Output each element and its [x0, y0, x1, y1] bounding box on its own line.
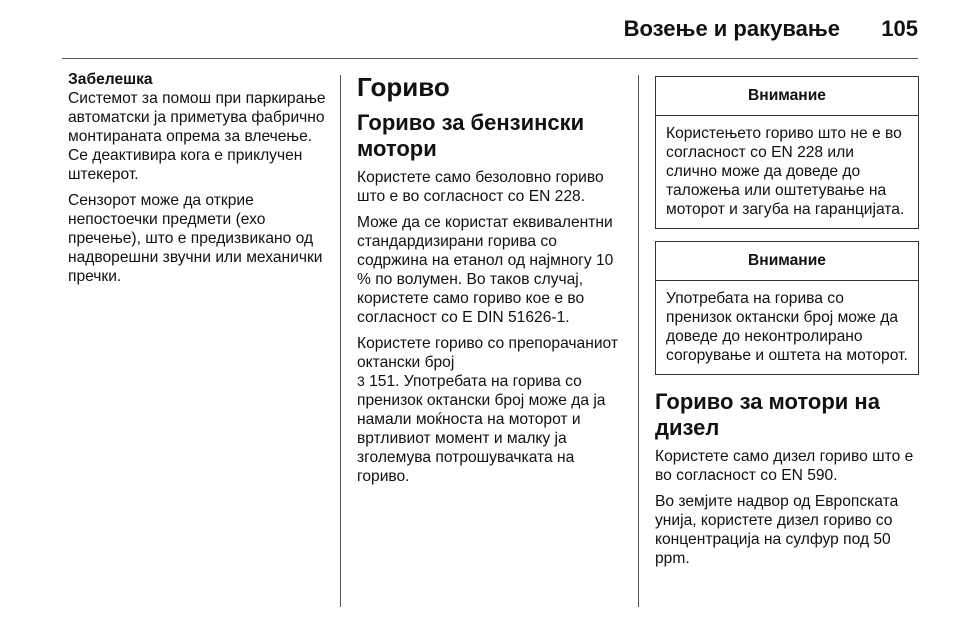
octane-text: Користете гориво со препорачаниот октански број	[357, 335, 619, 371]
note-text: Системот за помош при паркирање автоматски ја приметува фабрично монтираната опрема за влечење. Се деактивира кога е приклучен штекерот.	[68, 90, 326, 183]
warning-title: Внимание	[656, 242, 918, 281]
warning-box	[655, 76, 919, 229]
column-3	[655, 76, 919, 575]
column-divider	[340, 75, 341, 607]
section-title: Возење и ракување	[623, 16, 840, 41]
warning-box	[655, 241, 919, 375]
warning-text: Употребата на горива со пренизок октански број може да доведе до неконтролирано согорување и оштета на моторот.	[666, 290, 908, 364]
octane-text-continued: 151. Употребата на горива со пренизок октански број може да ја намали моќноста на моторот и вртливиот момент и малку ја зголемува потрошувачката на гориво.	[357, 373, 606, 485]
petrol-heading: Гориво за бензински мотори	[357, 110, 585, 161]
petrol-paragraph-1: Користете само безоловно гориво што е во согласност со EN 228.	[357, 169, 604, 205]
sensor-paragraph: Сензорот може да открие непостоечки предмети (ехо пречење), што е предизвикано од надворешни звучни или механички пречки.	[68, 192, 323, 285]
warning-title: Внимание	[656, 77, 918, 116]
diesel-paragraph-1: Користете само дизел гориво што е во согласност со EN 590.	[655, 448, 914, 484]
warning-text: Користењето гориво што не е во согласност со EN 228 или слично може да доведе до таложења или оштетување на моторот и загуба на гаранцијата.	[666, 125, 905, 218]
column-1	[68, 70, 330, 293]
header-rule	[62, 58, 918, 59]
column-divider	[638, 75, 639, 607]
column-2	[357, 72, 625, 493]
petrol-paragraph-2: Може да се користат еквивалентни стандардизирани горива со содржина на етанол од најмногу 10 % по волумен. Во таков случај, користете само гориво кое е во согласност со E DIN 51626-1.	[357, 214, 614, 326]
page-number: 105	[881, 16, 918, 41]
note-title: Забелешка	[68, 71, 153, 88]
diesel-heading: Гориво за мотори на дизел	[655, 389, 880, 440]
diesel-paragraph-2: Во земјите надвор од Европската унија, користете дизел гориво со концентрација на сулфур под 50 ppm.	[655, 493, 899, 567]
page-ref-arrow-icon[interactable]: 3	[357, 373, 365, 389]
petrol-paragraph-3	[357, 334, 625, 486]
fuel-heading: Гориво	[357, 72, 450, 102]
page-header	[0, 0, 960, 60]
